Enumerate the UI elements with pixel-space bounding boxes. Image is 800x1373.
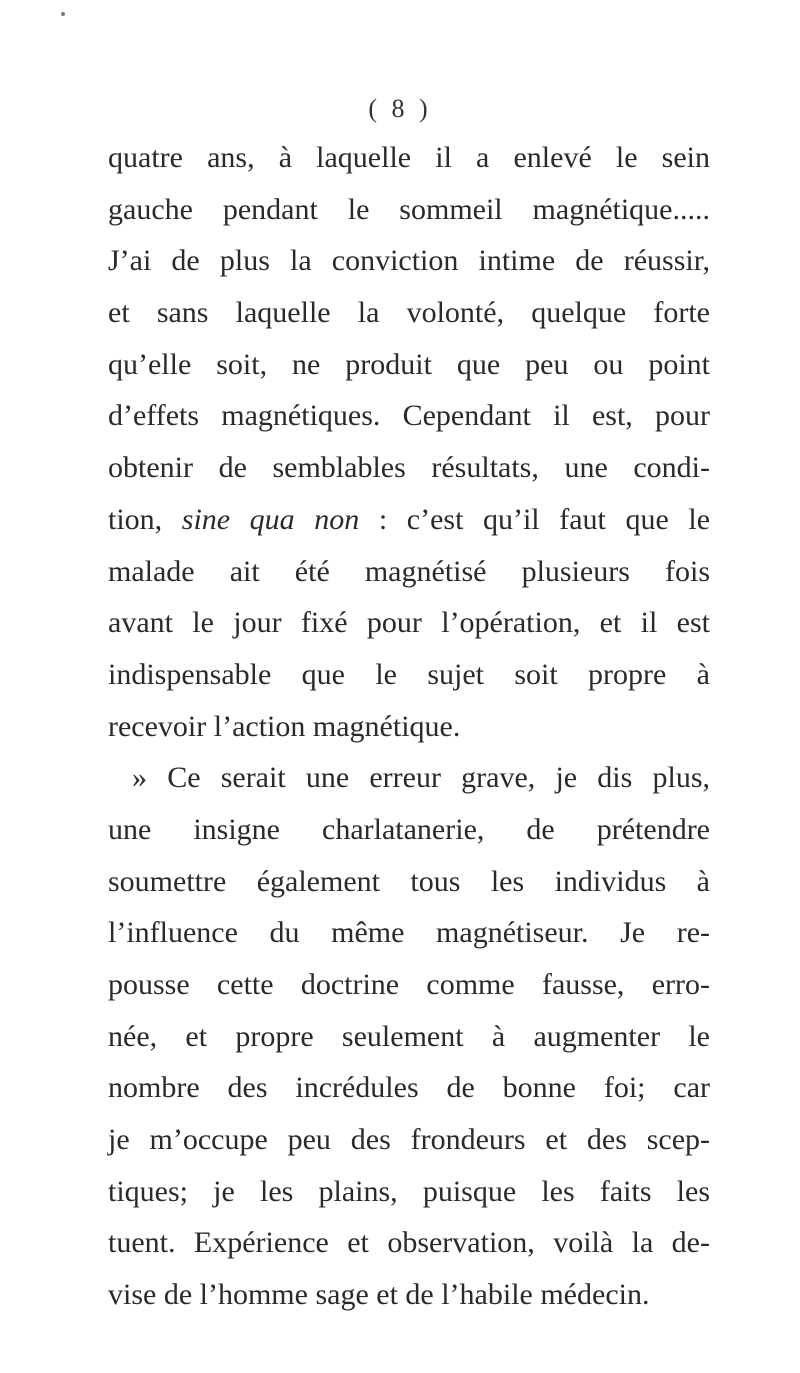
text-line: et sans laquelle la volonté, quelque forte — [108, 296, 710, 330]
text-line: pousse cette doctrine comme fausse, erro- — [108, 968, 710, 1001]
text-line: malade ait été magnétisé plusieurs fois — [108, 554, 710, 588]
paragraph-start-line: » Ce serait une erreur grave, je dis plus, — [132, 761, 710, 795]
text-line: quatre ans, à laquelle il a enlevé le sein — [108, 141, 710, 174]
text-line: indispensable que le sujet soit propre à — [108, 657, 710, 691]
paper-speck — [61, 12, 65, 16]
text-line: née, et propre seulement à augmenter le — [108, 1019, 710, 1053]
text-line: d’effets magnétiques. Cependant il est, pour — [108, 399, 710, 433]
text-line: obtenir de semblables résultats, une condi- — [108, 451, 710, 485]
text-line: une insigne charlatanerie, de prétendre — [108, 812, 710, 846]
text-line: tuent. Expérience et observation, voilà la de- — [108, 1226, 710, 1260]
text-line: je m’occupe peu des frondeurs et des scep- — [108, 1123, 710, 1157]
line-text-before: tion, — [108, 502, 182, 536]
text-line: J’ai de plus la conviction intime de réussir, — [108, 244, 710, 278]
text-line: qu’elle soit, ne produit que peu ou point — [108, 347, 710, 381]
page-number: ( 8 ) — [368, 94, 432, 123]
body-text — [108, 132, 710, 1321]
text-line: tiques; je les plains, puisque les faits les — [108, 1174, 710, 1208]
paragraph-end-line: vise de l’homme sage et de l’habile médecin. — [108, 1278, 650, 1312]
text-line: gauche pendant le sommeil magnétique..... — [108, 192, 710, 226]
text-line: soumettre également tous les individus à — [108, 864, 710, 898]
line-text-after: : c’est qu’il faut que le — [359, 502, 711, 536]
paragraph-end-line: recevoir l’action magnétique. — [108, 709, 461, 743]
text-line: avant le jour fixé pour l’opération, et il est — [108, 606, 710, 640]
italic-phrase: sine qua non — [181, 502, 360, 536]
text-line: nombre des incrédules de bonne foi; car — [108, 1071, 710, 1105]
text-line: l’influence du même magnétiseur. Je re- — [108, 916, 710, 950]
text-line-with-italic — [108, 494, 710, 546]
